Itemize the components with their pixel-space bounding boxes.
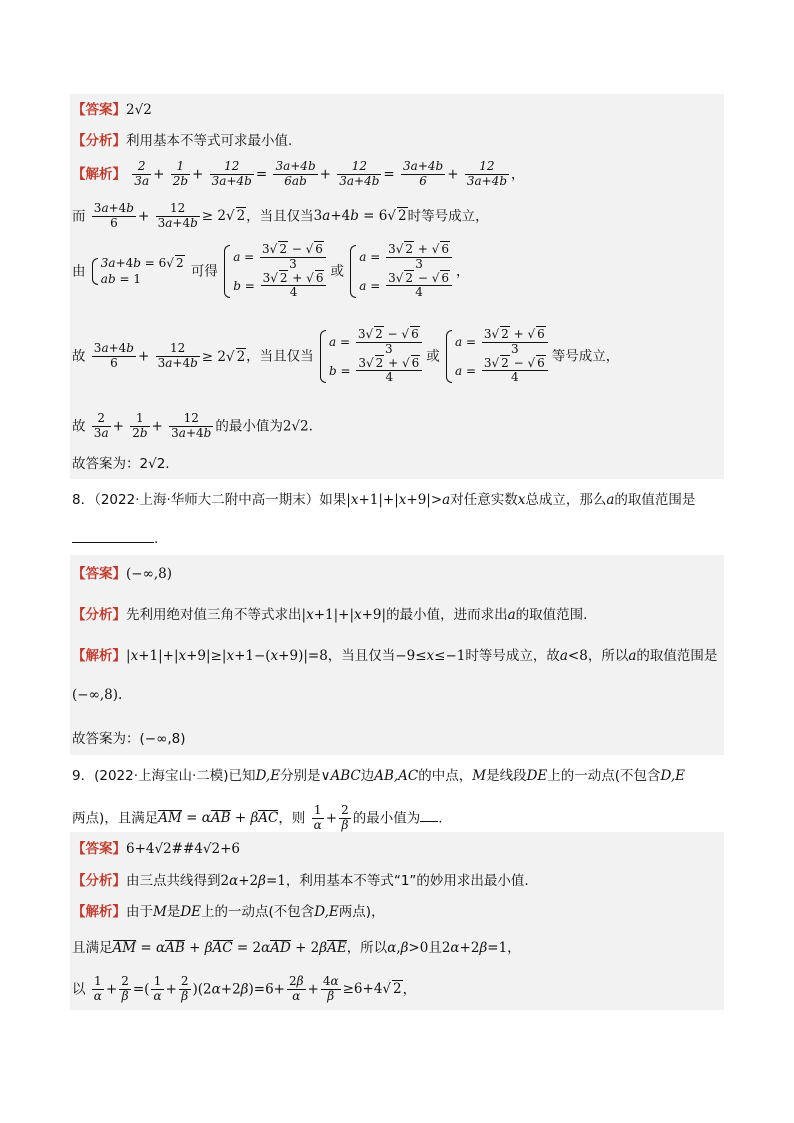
q9-solution-line3: 以 $\frac{1}{\alpha}$ + $\frac{2}{\beta}$ =( $\frac{1}{\alpha}$ + $\frac{2}{\beta}$ )(2α+2β)=6+ $\frac{2\beta}{\alpha}$ + $\frac{4\alpha}{\beta}$ ≥6+4√ 2， (72, 974, 417, 1003)
q7-solution-line2: 而 $\frac{3a+4b}{6}$ + $\frac{12}{3a+4b}$ ≥ 2√ 2，当且仅当3a+4b = 6√ 2时等号成立， (72, 201, 489, 230)
q8-answer-value: (−∞,8) (126, 566, 172, 582)
q9-answer-line: 【答案】6+4√2##4√2+6 (72, 841, 240, 857)
answer-blank (72, 530, 154, 543)
q7-solution-line1: 【解析】 $\frac{2}{3a}$ + $\frac{1}{2b}$ + $\frac{12}{3a+4b}$ = $\frac{3a+4b}{6ab}$ + $\frac{12}{3a+4b}$ = $\frac{3a+4b}{6}$ + $\frac{12}{3a+4b}$ ， (72, 159, 525, 188)
q7-final-answer: 故答案为：2√2. (72, 456, 170, 472)
q7-analysis-text: 利用基本不等式可求最小值. (126, 133, 293, 149)
q8-solution-line1: 【解析】|x+1|+|x+9|≥|x+1−(x+9)|=8，当且仅当−9≤x≤−1时等号成立，故a<8，所以a的取值范围是 (72, 648, 718, 664)
q8-solution-line2: (−∞,8). (72, 687, 123, 703)
q9-stem: 9．(2022·上海宝山·二模)已知D,E分别是∨ABC边AB,AC的中点，M是线段DE上的一动点(不包含D,E (72, 768, 686, 784)
q8-analysis-line: 【分析】先利用绝对值三角不等式求出|x+1|+|x+9|的最小值，进而求出a的取值范围. (72, 607, 588, 623)
q9-analysis-line: 【分析】由三点共线得到2α+2β=1，利用基本不等式“1”的妙用求出最小值. (72, 873, 529, 889)
q9-answer-value: 6+4√2##4√2+6 (126, 841, 240, 857)
q7-answer-value: 2√2 (126, 102, 152, 118)
q7-analysis-line (72, 135, 292, 149)
q7-solution-line5: 故 $\frac{2}{3a}$ + $\frac{1}{2b}$ + $\frac{12}{3a+4b}$ 的最小值为2√2. (72, 411, 313, 440)
solution-label: 【解析】 (72, 166, 126, 183)
answer-blank (420, 811, 438, 822)
analysis-label: 【分析】 (72, 133, 126, 149)
q7-solution-line3: 由 3a+4b = 6√ 2 ab = 1 可得 a = $\frac{3√ 2 - √ 6}{3}$ b = $\frac{3√ 2 + √ 6}{4}$ 或 a = $\frac{3√ 2 + √ 6}{3}$ a = $\frac{3√ 2 - √ 6}{4}$ ， (72, 242, 470, 300)
answer-label: 【答案】 (72, 102, 126, 118)
q7-solution-line4: 故 $\frac{3a+4b}{6}$ + $\frac{12}{3a+4b}$ ≥ 2√ 2，当且仅当 a = $\frac{3√ 2 - √ 6}{3}$ b = $\frac{3√ 2 + √ 6}{4}$ 或 a = $\frac{3√ 2 + √ 6}{3}$ a = $\frac{3√ 2 - √ 6}{4}$ 等号成立， (72, 327, 620, 385)
q8-answer-line: 【答案】(−∞,8) (72, 566, 172, 582)
q8-stem-blank: . (72, 530, 158, 547)
q7-answer-line (72, 104, 152, 118)
q9-stem-line2: 两点)，且满足AM = αAB + βAC，则 $\frac{1}{\alpha}$ + $\frac{2}{\beta}$ 的最小值为 . (72, 803, 443, 832)
q9-solution-line2: 且满足AM = αAB + βAC = 2αAD + 2βAE，所以α,β>0且2α+2β=1， (72, 940, 521, 956)
q8-final-answer: 故答案为：(−∞,8) (72, 731, 186, 747)
q9-solution-line1: 【解析】由于M是DE上的一动点(不包含D,E两点)， (72, 904, 385, 920)
q8-stem: 8．（2022·上海·华师大二附中高一期末）如果|x+1|+|x+9|>a对任意实数x总成立，那么a的取值范围是 (72, 492, 696, 508)
